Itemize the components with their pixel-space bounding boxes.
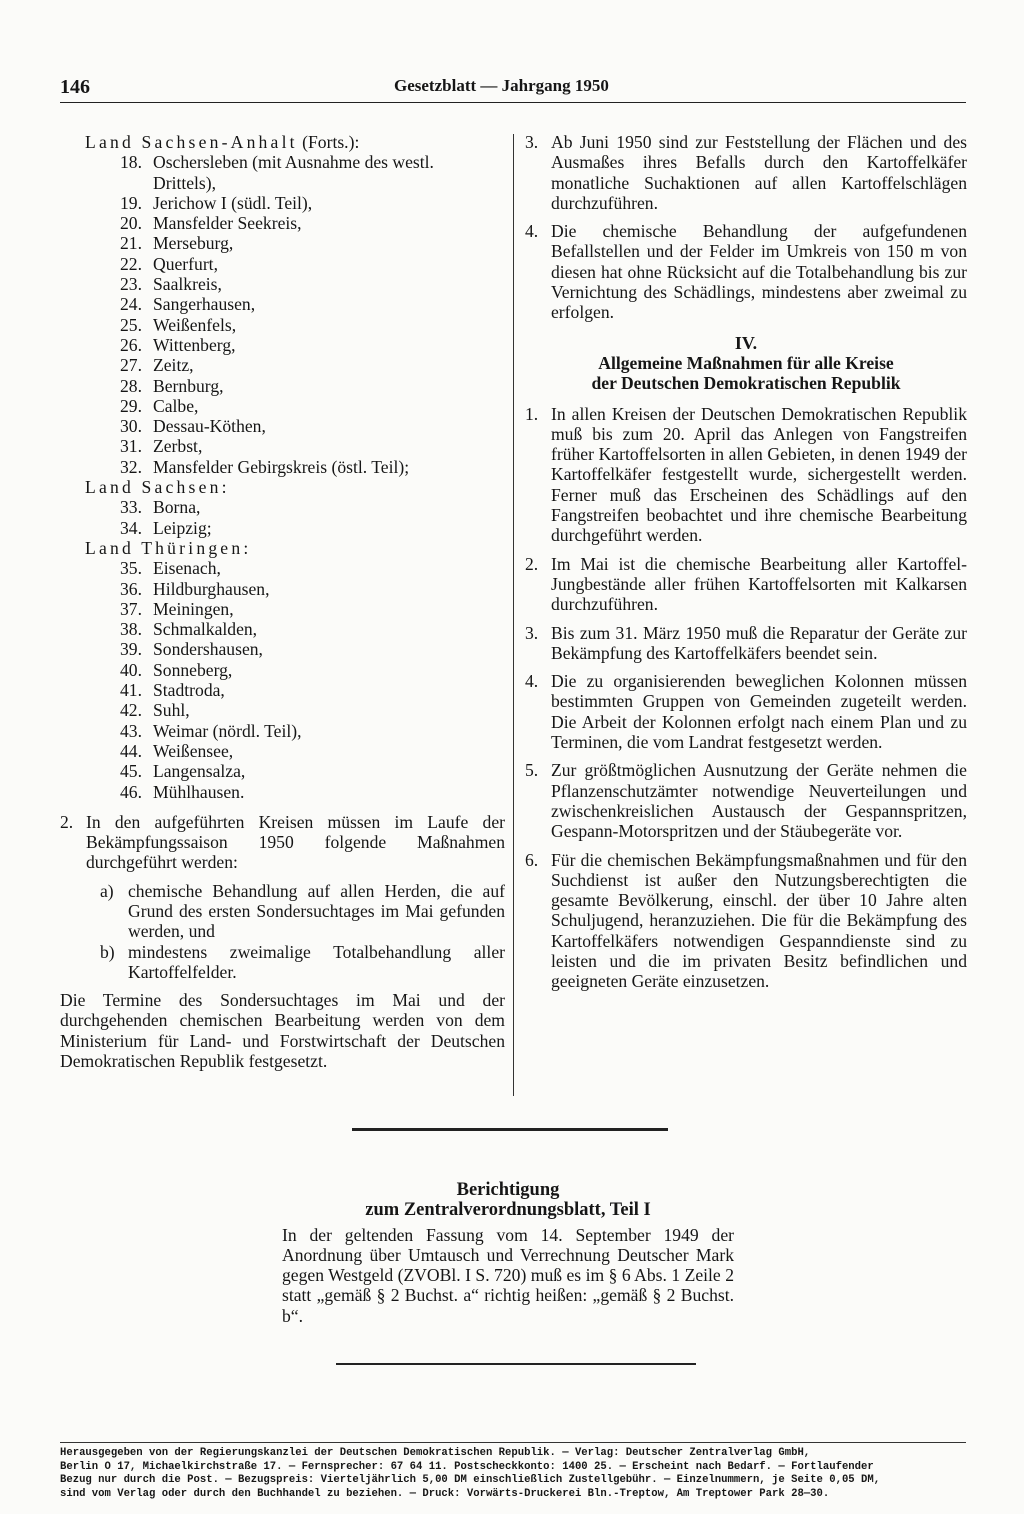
district-entry	[60, 660, 505, 680]
district-entry	[60, 619, 505, 639]
entry-text: Suhl,	[153, 700, 190, 721]
footer-line: Bezug nur durch die Post. — Bezugspreis: Vierteljährlich 5,00 DM einschließlich Zustellgebühr. — Einzelnummern, je Seite 0,05 DM,	[60, 1474, 881, 1487]
district-entry	[60, 599, 505, 619]
measure-item-3: 3. Ab Juni 1950 sind zur Feststellung der Flächen und des Ausmaßes ihres Befalls durch den Kartoffelkäfer monatliche Suchaktionen auf allen Kartoffelschlägen durchzuführen.	[525, 132, 967, 213]
item-text: Für die chemischen Bekämpfungsmaßnahmen und für den Suchdienst ist außer den Nutzungsberechtigten die gesamte Bevölkerung, einschl. der über 10 Jahre alten Schuljugend, heranzuziehen. Die für die Bekämpfung des Kartoffelkäfers notwendigen Gespanndienste sind zu leisten und die im privaten Besitz befindlichen und geeigneten Geräte einzusetzen.	[551, 849, 967, 992]
district-entry	[60, 213, 505, 233]
district-entry-continuation: Drittels),	[153, 172, 217, 193]
district-entry	[60, 558, 505, 578]
entry-number: 36.	[120, 578, 142, 599]
general-measure-item	[525, 671, 967, 752]
correction-title: Berichtigung	[456, 1180, 560, 1200]
entry-text: Sondershausen,	[153, 639, 263, 660]
entry-number: 46.	[120, 781, 142, 802]
separator-rule	[336, 1363, 696, 1365]
section-heading-sachsen-anhalt: Land Sachsen-Anhalt (Forts.):	[85, 132, 360, 152]
entry-number: 44.	[120, 740, 142, 761]
entry-text: Hildburghausen,	[153, 578, 270, 599]
entry-text: Jerichow I (südl. Teil),	[153, 192, 313, 213]
entry-number: 30.	[120, 416, 142, 437]
item-text: Die zu organisierenden beweglichen Kolonnen müssen bestimmten Gruppen von Gemeinden zugeteilt werden. Die Arbeit der Kolonnen erfolgt nach einem Plan und zu Terminen, die vom Landrat festgesetzt werden.	[551, 671, 967, 753]
district-entry	[60, 721, 505, 741]
entry-text: Wittenberg,	[153, 334, 236, 355]
entry-text: Calbe,	[153, 395, 199, 416]
item-number: 2.	[525, 553, 539, 574]
entry-number: 41.	[120, 680, 142, 701]
correction-notice	[282, 1180, 734, 1326]
footer-line: Berlin O 17, Michaelkirchstraße 17. — Fernsprecher: 67 64 11. Postscheckkonto: 1400 25. — Erscheint nach Bedarf. — Fortlaufender	[60, 1460, 874, 1473]
entry-text: Merseburg,	[153, 233, 234, 254]
correction-body: In der geltenden Fassung vom 14. September 1949 der Anordnung über Umtausch und Verrechnung Deutscher Mark gegen Westgeld (ZVOBl. I S. 720) muß es im § 6 Abs. 1 Zeile 2 statt „gemäß § 2 Buchst. a“ richtig heißen: „gemäß § 2 Buchst. b“.	[282, 1224, 734, 1326]
entry-text: Weißensee,	[153, 740, 234, 761]
district-entry	[60, 254, 505, 274]
closing-paragraph: Die Termine des Sondersuchtages im Mai und der durchgehenden chemischen Bearbeitung werden von dem Ministerium für Land- und Forstwirtschaft der Deutschen Demokratischen Republik festgesetzt.	[60, 990, 505, 1072]
measure-item-4: 4. Die chemische Behandlung der aufgefundenen Befallstellen und der Felder im Umkreis von 150 m von diesen hat ohne Rücksicht auf die Totalbehandlung bis zur Vernichtung des Schädlings, mindestens aber zweimal zu erfolgen.	[525, 221, 967, 323]
district-entry	[60, 436, 505, 456]
entry-text: Weimar (nördl. Teil),	[153, 720, 302, 741]
entry-text: Schmalkalden,	[153, 619, 258, 640]
header-rule	[60, 102, 966, 103]
entry-number: 43.	[120, 720, 142, 741]
item-number: 1.	[525, 403, 539, 424]
district-entry	[60, 335, 505, 355]
section-number: IV.	[734, 332, 758, 353]
entry-number: 35.	[120, 558, 142, 579]
district-entry	[60, 518, 505, 538]
entry-text: Bernburg,	[153, 375, 224, 396]
entry-text: Weißenfels,	[153, 314, 237, 335]
entry-number: 27.	[120, 355, 142, 376]
entry-number: 21.	[120, 233, 142, 254]
district-entry	[60, 782, 505, 802]
district-entry	[60, 376, 505, 396]
district-entry	[60, 457, 505, 477]
district-entry	[60, 680, 505, 700]
entry-text: Zeitz,	[153, 355, 194, 376]
entry-number: 24.	[120, 294, 142, 315]
district-entry: 18. Oschersleben (mit Ausnahme des westl.	[120, 152, 434, 173]
entry-number: 29.	[120, 395, 142, 416]
item-number: 4.	[525, 671, 539, 692]
entry-number: 26.	[120, 334, 142, 355]
page-number: 146	[60, 76, 90, 98]
district-list-sachsen	[60, 497, 505, 538]
general-measure-item	[525, 554, 967, 615]
section-heading-sachsen: Land Sachsen:	[85, 477, 230, 498]
general-measure-item	[525, 404, 967, 546]
column-divider	[513, 134, 514, 1096]
entry-number: 20.	[120, 213, 142, 234]
item-text: Bis zum 31. März 1950 muß die Reparatur der Geräte zur Bekämpfung des Kartoffelkäfers beendet sein.	[551, 622, 967, 663]
district-entry	[60, 497, 505, 517]
section-heading-thueringen: Land Thüringen:	[85, 537, 252, 558]
district-list-thueringen	[60, 558, 505, 802]
district-entry	[60, 294, 505, 314]
entry-text: Stadtroda,	[153, 680, 225, 701]
general-measures-list	[525, 404, 967, 992]
entry-text: Zerbst,	[153, 436, 203, 457]
entry-text: Leipzig;	[153, 517, 212, 538]
sub-item-a: a) chemische Behandlung auf allen Herden, die auf Grund des ersten Sondersuchtages im Mai gefunden werden, und	[100, 880, 505, 942]
district-entry	[60, 579, 505, 599]
district-entry	[60, 761, 505, 781]
district-entry	[60, 315, 505, 335]
district-entry	[60, 741, 505, 761]
item-text: Im Mai ist die chemische Bearbeitung aller Kartoffel-Jungbestände aller frühen Kartoffelsorten mit Kalkarsen durchzuführen.	[551, 553, 967, 615]
district-entry	[60, 233, 505, 253]
entry-text: Sonneberg,	[153, 659, 233, 680]
sub-item-b: b) mindestens zweimalige Totalbehandlung aller Kartoffelfelder.	[100, 941, 505, 982]
entry-text: Dessau-Köthen,	[153, 416, 266, 437]
entry-text: Mansfelder Gebirgskreis (östl. Teil);	[153, 456, 410, 477]
section-title: Allgemeine Maßnahmen für alle Kreise der Deutschen Demokratischen Republik	[591, 352, 901, 394]
entry-number: 22.	[120, 253, 142, 274]
correction-subtitle: zum Zentralverordnungsblatt, Teil I	[365, 1200, 651, 1221]
item-number: 3.	[525, 622, 539, 643]
district-entry	[60, 416, 505, 436]
item-text: Zur größtmöglichen Ausnutzung der Geräte nehmen die Pflanzenschutzämter notwendige Neuverteilungen und zwischenkreislichen Austausch der Gespannspritzen, Gespann-Motorspritzen und der Stäubegeräte vor.	[551, 760, 967, 842]
entry-number: 40.	[120, 659, 142, 680]
item-number: 5.	[525, 760, 539, 781]
entry-number: 42.	[120, 700, 142, 721]
item-number: 6.	[525, 849, 539, 870]
footer-line: Herausgegeben von der Regierungskanzlei der Deutschen Demokratischen Republik. — Verlag: Deutscher Zentralverlag GmbH,	[60, 1447, 811, 1459]
entry-number: 38.	[120, 619, 142, 640]
measure-item-2: 2. In den aufgeführten Kreisen müssen im Laufe der Bekämpfungssaison 1950 folgende Maßnahmen durchgeführt werden:	[60, 811, 505, 873]
entry-number: 28.	[120, 375, 142, 396]
general-measure-item	[525, 760, 967, 841]
running-title: Gesetzblatt — Jahrgang 1950	[394, 76, 609, 95]
entry-number: 45.	[120, 761, 142, 782]
entry-number: 39.	[120, 639, 142, 660]
entry-text: Borna,	[153, 497, 201, 518]
district-entry	[60, 355, 505, 375]
district-entry	[60, 639, 505, 659]
entry-number: 23.	[120, 274, 142, 295]
entry-text: Saalkreis,	[153, 274, 222, 295]
general-measure-item	[525, 850, 967, 992]
entry-number: 34.	[120, 517, 142, 538]
page-header	[60, 72, 966, 104]
district-entry	[60, 274, 505, 294]
district-list-sachsen-anhalt	[60, 193, 505, 477]
entry-text: Mansfelder Seekreis,	[153, 213, 302, 234]
entry-number: 25.	[120, 314, 142, 335]
district-entry	[60, 193, 505, 213]
entry-text: Eisenach,	[153, 558, 221, 579]
footer-line: sind vom Verlag oder durch den Buchhandel zu beziehen. — Druck: Vorwärts-Druckerei Bln.-Treptow, Am Treptower Park 28—30.	[60, 1487, 830, 1500]
entry-text: Meiningen,	[153, 598, 234, 619]
entry-text: Sangerhausen,	[153, 294, 256, 315]
entry-number: 33.	[120, 497, 142, 518]
item-text: In allen Kreisen der Deutschen Demokratischen Republik muß bis zum 20. April das Anlegen von Fangstreifen früher Kartoffelsorten in allen Gebieten, in denen 1949 der Kartoffelkäfer festgestellt wurde, sichergestellt werden. Ferner muß das Erscheinen des Schädlings auf den Fangstreifen beobachtet und ihre chemische Bearbeitung durchgeführt werden.	[551, 403, 967, 546]
general-measure-item	[525, 623, 967, 664]
entry-number: 32.	[120, 456, 142, 477]
entry-text: Langensalza,	[153, 761, 246, 782]
district-entry	[60, 396, 505, 416]
district-entry	[60, 700, 505, 720]
separator-rule	[352, 1128, 668, 1131]
left-column	[60, 132, 505, 1071]
entry-number: 31.	[120, 436, 142, 457]
publisher-footer	[60, 1442, 966, 1501]
right-column	[525, 132, 967, 1000]
entry-text: Querfurt,	[153, 253, 218, 274]
entry-number: 19.	[120, 192, 142, 213]
entry-text: Mühlhausen.	[153, 781, 245, 802]
entry-number: 37.	[120, 598, 142, 619]
